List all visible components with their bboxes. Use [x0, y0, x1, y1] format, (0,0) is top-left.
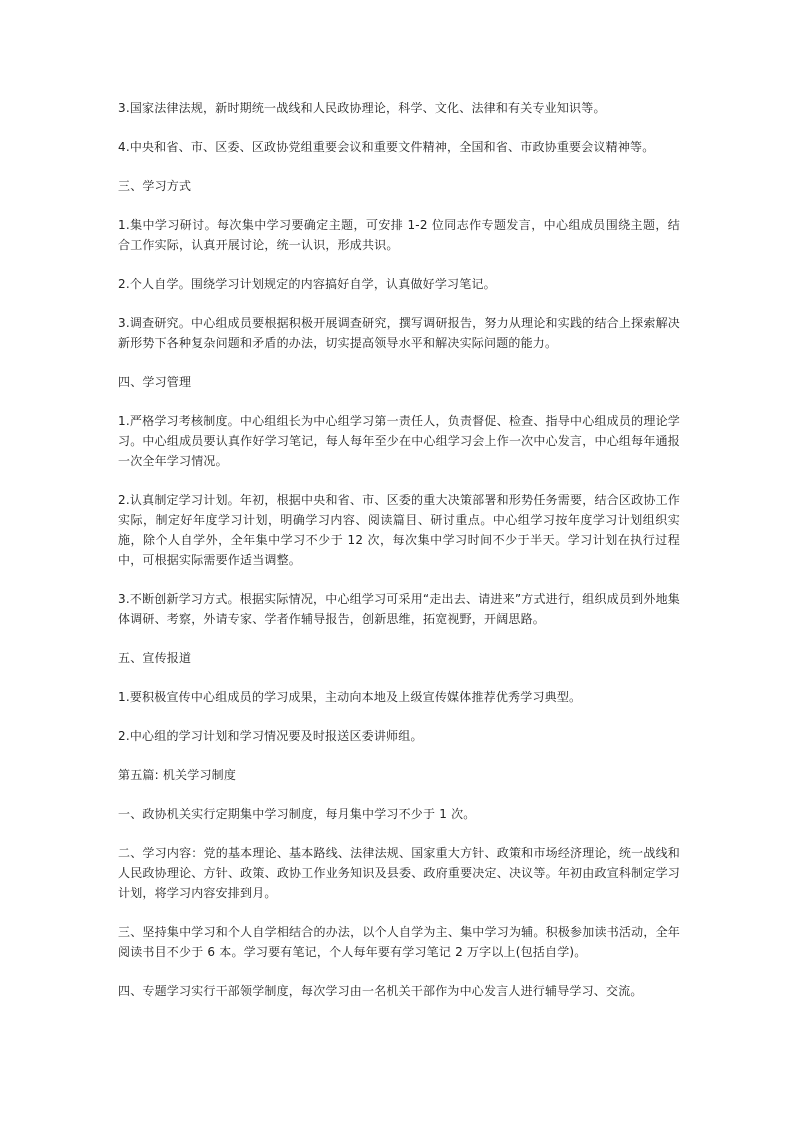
paragraph-method-self-study: 2.个人自学。围绕学习计划规定的内容搞好自学，认真做好学习笔记。 — [118, 277, 496, 291]
paragraph-management-assessment: 1.严格学习考核制度。中心组组长为中心组学习第一责任人，负责督促、检查、指导中心组成员的理论学习。中心组成员要认真作好学习笔记，每人每年至少在中心组学习会上作一次中心发言，中心组每年通报一次全年学习情况。 — [118, 414, 680, 468]
section-heading-publicity: 五、宣传报道 — [118, 651, 192, 665]
paragraph-office-rule-1: 一、政协机关实行定期集中学习制度，每月集中学习不少于 1 次。 — [118, 807, 476, 821]
section-heading-study-methods: 三、学习方式 — [118, 179, 192, 193]
chapter-heading-office-study-system: 第五篇: 机关学习制度 — [118, 768, 237, 782]
paragraph-office-rule-2: 二、学习内容：党的基本理论、基本路线、法律法规、国家重大方针、政策和市场经济理论，统一战线和人民政协理论、方针、政策、政协工作业务知识及县委、政府重要决定、决议等。年初由政宣科制定学习计划，将学习内容安排到月。 — [118, 846, 680, 900]
paragraph-management-plan: 2.认真制定学习计划。年初，根据中央和省、市、区委的重大决策部署和形势任务需要，结合区政协工作实际，制定好年度学习计划，明确学习内容、阅读篇目、研讨重点。中心组学习按年度学习计划组织实施，除个人自学外，全年集中学习不少于 12 次，每次集中学习时间不少于半天。学习计划在执行过程中，可根据实际需要作适当调整。 — [118, 493, 680, 567]
section-heading-study-management: 四、学习管理 — [118, 375, 192, 389]
paragraph-method-research: 3.调查研究。中心组成员要根据积极开展调查研究，撰写调研报告，努力从理论和实践的结合上探索解决新形势下各种复杂问题和矛盾的办法，切实提高领导水平和解决实际问题的能力。 — [118, 316, 680, 350]
paragraph-office-rule-4: 四、专题学习实行干部领学制度，每次学习由一名机关干部作为中心发言人进行辅导学习、交流。 — [118, 984, 643, 998]
paragraph-study-content-4: 4.中央和省、市、区委、区政协党组重要会议和重要文件精神，全国和省、市政协重要会议精神等。 — [118, 140, 655, 154]
paragraph-publicity-report: 2.中心组的学习计划和学习情况要及时报送区委讲师组。 — [118, 729, 423, 743]
paragraph-method-collective-study: 1.集中学习研讨。每次集中学习要确定主题，可安排 1-2 位同志作专题发言，中心组成员围绕主题，结合工作实际，认真开展讨论，统一认识，形成共识。 — [118, 218, 680, 252]
paragraph-publicity-results: 1.要积极宣传中心组成员的学习成果，主动向本地及上级宣传媒体推荐优秀学习典型。 — [118, 690, 582, 704]
paragraph-study-content-3: 3.国家法律法规，新时期统一战线和人民政协理论，科学、文化、法律和有关专业知识等。 — [118, 101, 606, 115]
paragraph-management-innovation: 3.不断创新学习方式。根据实际情况，中心组学习可采用“走出去、请进来”方式进行，组织成员到外地集体调研、考察，外请专家、学者作辅导报告，创新思维，拓宽视野，开阔思路。 — [118, 592, 680, 626]
paragraph-office-rule-3: 三、坚持集中学习和个人自学相结合的办法，以个人自学为主、集中学习为辅。积极参加读书活动，全年阅读书目不少于 6 本。学习要有笔记，个人每年要有学习笔记 2 万字以上(包括自学)。 — [118, 925, 680, 959]
document-page — [118, 98, 680, 1020]
